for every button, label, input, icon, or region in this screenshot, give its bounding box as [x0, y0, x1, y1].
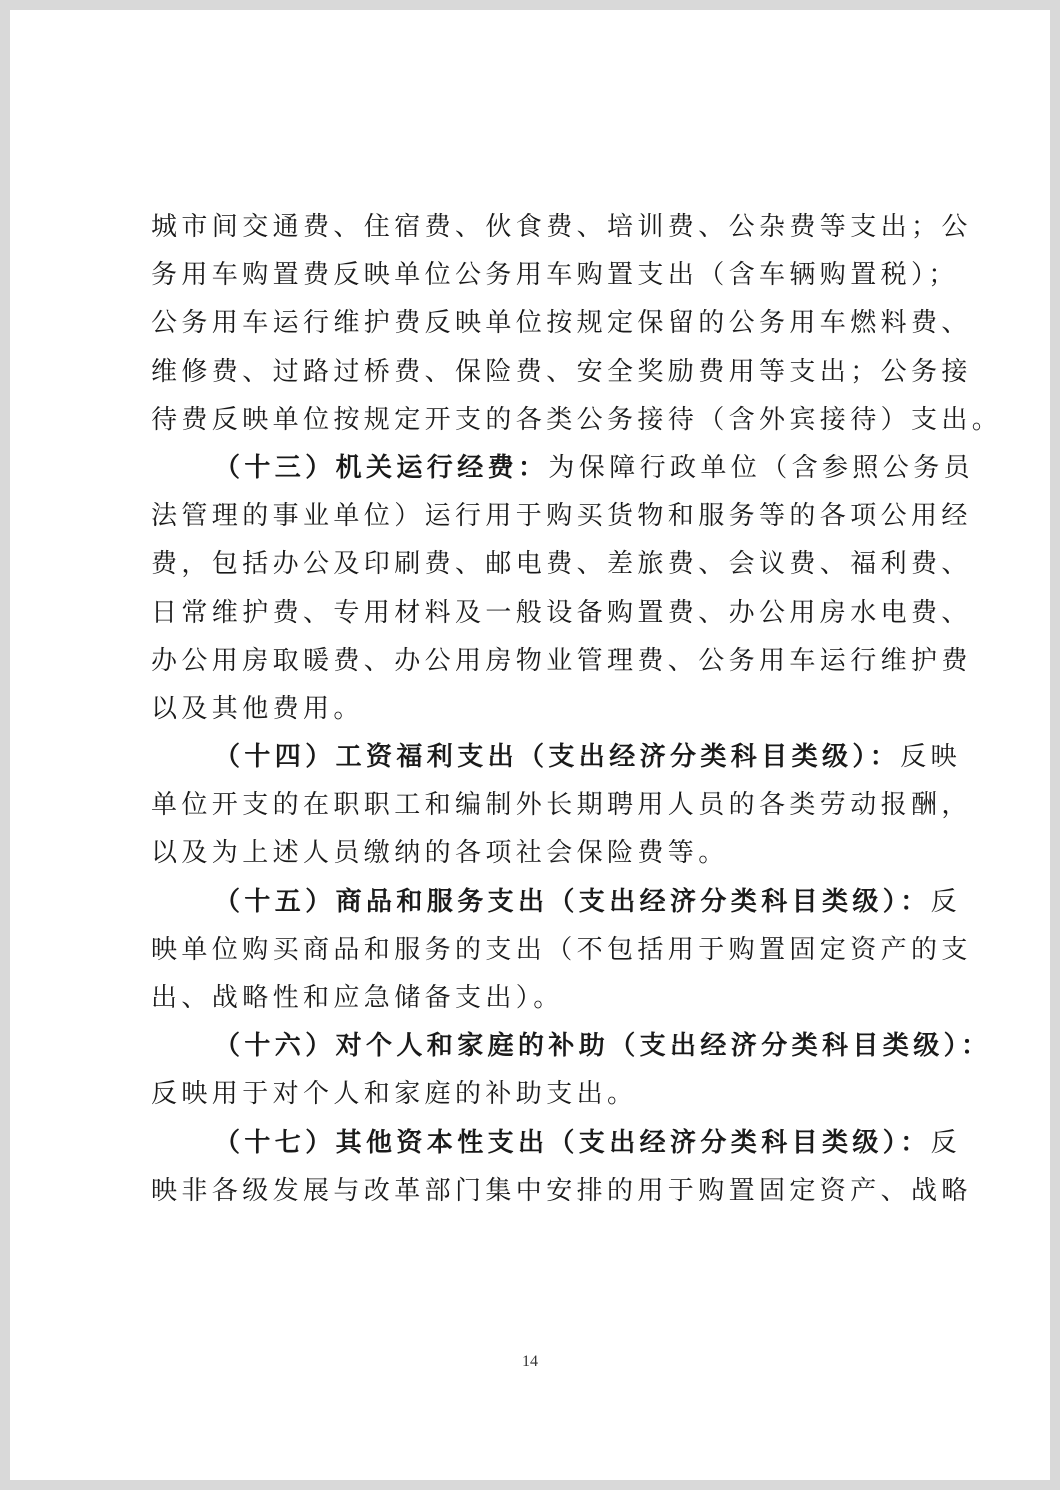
text-line: 出、战略性和应急储备支出）。: [151, 983, 564, 1013]
section-15-first-line: [151, 878, 962, 926]
body-text: [151, 203, 1003, 1215]
section-17-heading: （十七）其他资本性支出（支出经济分类科目类级）：: [214, 1127, 931, 1158]
page-number: 14: [522, 1353, 538, 1370]
text-line: 日常维护费、专用材料及一般设备购置费、办公用房水电费、: [151, 597, 972, 628]
text-line: 法管理的事业单位）运行用于购买货物和服务等的各项公用经: [151, 501, 972, 532]
section-16-first-line: [151, 1022, 992, 1070]
section-14-text: 反映: [900, 742, 962, 773]
text-line: 以及其他费用。: [151, 693, 364, 724]
text-line: 维修费、过路过桥费、保险费、安全奖励费用等支出；公务接: [151, 356, 972, 387]
section-17-text: 反: [930, 1127, 962, 1158]
text-line: 映非各级发展与改革部门集中安排的用于购置固定资产、战略: [151, 1175, 972, 1206]
text-line: 反映用于对个人和家庭的补助支出。: [151, 1079, 638, 1110]
text-line: 费，包括办公及印刷费、邮电费、差旅费、会议费、福利费、: [151, 549, 972, 580]
text-line: 单位开支的在职职工和编制外长期聘用人员的各类劳动报酬，: [151, 790, 972, 821]
section-15-heading: （十五）商品和服务支出（支出经济分类科目类级）：: [214, 886, 931, 917]
document-page: [10, 10, 1050, 1480]
section-14-first-line: [151, 733, 962, 781]
text-line: 以及为上述人员缴纳的各项社会保险费等。: [151, 838, 729, 869]
text-line: 公务用车运行维护费反映单位按规定保留的公务用车燃料费、: [151, 308, 972, 339]
section-13-heading: （十三）机关运行经费：: [214, 452, 549, 483]
section-16-heading: （十六）对个人和家庭的补助（支出经济分类科目类级）：: [214, 1031, 992, 1062]
text-line: 映单位购买商品和服务的支出（不包括用于购置固定资产的支: [151, 934, 972, 965]
text-line: 办公用房取暖费、办公用房物业管理费、公务用车运行维护费: [151, 645, 972, 676]
text-line: 待费反映单位按规定开支的各类公务接待（含外宾接待）支出。: [151, 404, 1003, 435]
section-14-heading: （十四）工资福利支出（支出经济分类科目类级）：: [214, 742, 901, 773]
text-line: 务用车购置费反映单位公务用车购置支出（含车辆购置税）；: [151, 260, 959, 291]
section-13-text: 为保障行政单位（含参照公务员: [548, 452, 975, 483]
section-17-first-line: [151, 1119, 962, 1167]
section-13-first-line: [151, 444, 975, 492]
section-15-text: 反: [930, 886, 962, 917]
text-line: 城市间交通费、住宿费、伙食费、培训费、公杂费等支出；公: [151, 212, 972, 242]
